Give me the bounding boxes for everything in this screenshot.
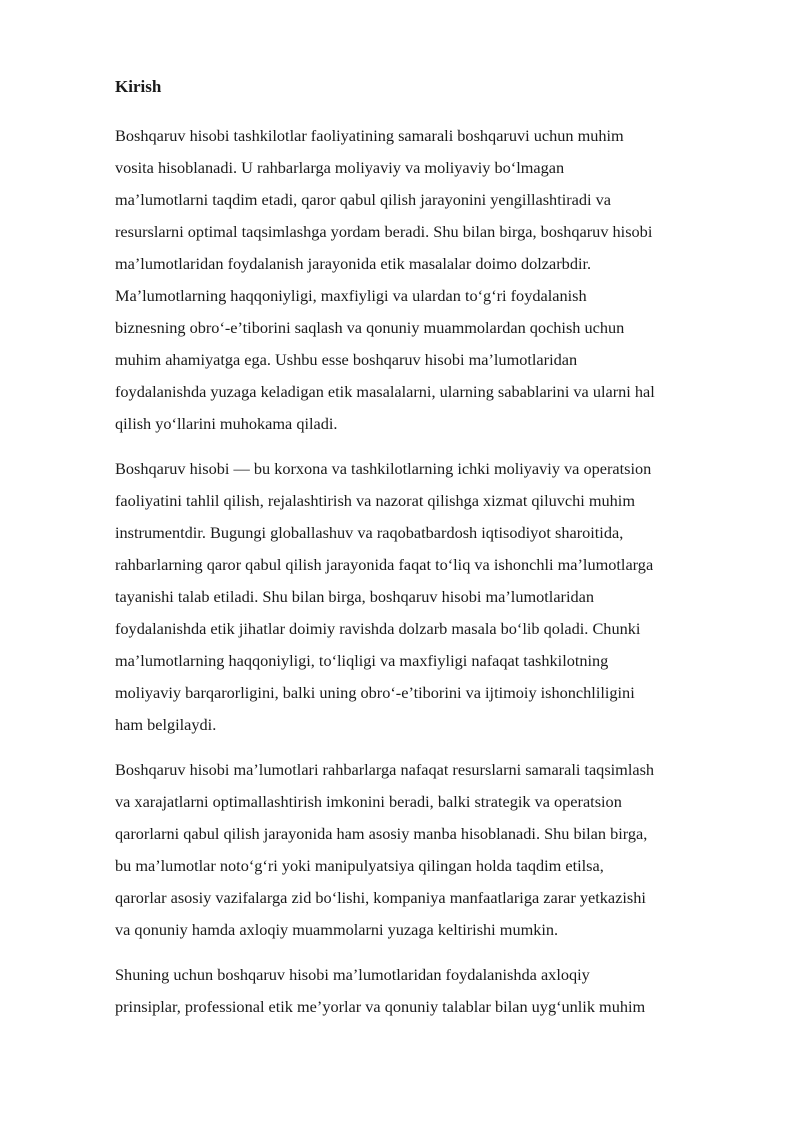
text-line: va qonuniy hamda axloqiy muammolarni yuzaga keltirishi mumkin.: [115, 920, 559, 939]
text-line: biznesning obro‘-e’tiborini saqlash va qonuniy muammolardan qochish uchun: [115, 318, 625, 337]
text-line: Boshqaruv hisobi ma’lumotlari rahbarlarga nafaqat resurslarni samarali taqsimlash: [115, 760, 655, 779]
paragraph-4: [115, 959, 745, 1023]
text-line: Boshqaruv hisobi — bu korxona va tashkilotlarning ichki moliyaviy va operatsion: [115, 459, 652, 478]
text-line: muhim ahamiyatga ega. Ushbu esse boshqaruv hisobi ma’lumotlaridan: [115, 350, 578, 369]
text-line: qilish yo‘llarini muhokama qiladi.: [115, 414, 338, 433]
text-line: foydalanishda yuzaga keladigan etik masalalarni, ularning sabablarini va ularni hal: [115, 382, 655, 401]
text-line: tayanishi talab etiladi. Shu bilan birga, boshqaruv hisobi ma’lumotlaridan: [115, 587, 595, 606]
text-line: prinsiplar, professional etik me’yorlar va qonuniy talablar bilan uyg‘unlik muhim: [115, 997, 646, 1016]
paragraph-1: [115, 120, 745, 440]
text-line: instrumentdir. Bugungi globallashuv va raqobatbardosh iqtisodiyot sharoitida,: [115, 523, 624, 542]
section-heading: Kirish: [115, 77, 162, 96]
text-line: ma’lumotlarning haqqoniyligi, to‘liqligi va maxfiyligi nafaqat tashkilotning: [115, 651, 609, 670]
text-line: ma’lumotlarni taqdim etadi, qaror qabul qilish jarayonini yengillashtiradi va: [115, 190, 611, 209]
text-line: moliyaviy barqarorligini, balki uning obro‘-e’tiborini va ijtimoiy ishonchliligini: [115, 683, 635, 702]
text-line: bu ma’lumotlar noto‘g‘ri yoki manipulyatsiya qilingan holda taqdim etilsa,: [115, 856, 604, 875]
text-line: resurslarni optimal taqsimlashga yordam beradi. Shu bilan birga, boshqaruv hisobi: [115, 222, 653, 241]
text-line: ham belgilaydi.: [115, 715, 217, 734]
text-line: Boshqaruv hisobi tashkilotlar faoliyatining samarali boshqaruvi uchun muhim: [115, 126, 624, 145]
paragraph-3: [115, 754, 745, 946]
text-line: Ma’lumotlarning haqqoniyligi, maxfiyligi va ulardan to‘g‘ri foydalanish: [115, 286, 587, 305]
text-line: qarorlarni qabul qilish jarayonida ham asosiy manba hisoblanadi. Shu bilan birga,: [115, 824, 648, 843]
document-body: [115, 74, 745, 1036]
text-line: qarorlar asosiy vazifalarga zid bo‘lishi, kompaniya manfaatlariga zarar yetkazishi: [115, 888, 646, 907]
paragraph-2: [115, 453, 745, 741]
text-line: Shuning uchun boshqaruv hisobi ma’lumotlaridan foydalanishda axloqiy: [115, 965, 590, 984]
text-line: foydalanishda etik jihatlar doimiy ravishda dolzarb masala bo‘lib qoladi. Chunki: [115, 619, 641, 638]
text-line: vosita hisoblanadi. U rahbarlarga moliyaviy va moliyaviy bo‘lmagan: [115, 158, 565, 177]
text-line: rahbarlarning qaror qabul qilish jarayonida faqat to‘liq va ishonchli ma’lumotlarga: [115, 555, 654, 574]
text-line: ma’lumotlaridan foydalanish jarayonida etik masalalar doimo dolzarbdir.: [115, 254, 592, 273]
text-line: faoliyatini tahlil qilish, rejalashtirish va nazorat qilishga xizmat qiluvchi muhim: [115, 491, 635, 510]
text-line: va xarajatlarni optimallashtirish imkonini beradi, balki strategik va operatsion: [115, 792, 622, 811]
